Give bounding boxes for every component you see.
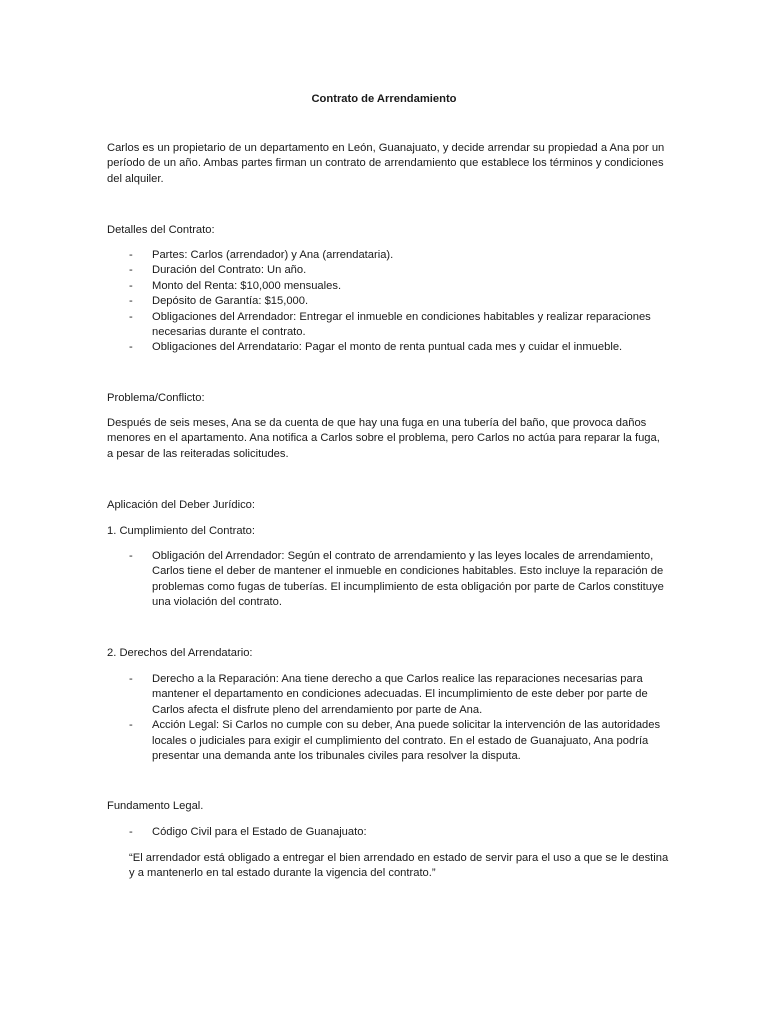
problem-paragraph: Después de seis meses, Ana se da cuenta de que hay una fuga en una tubería del baño, que provoca daños menores en el apartamento. Ana notifica a Carlos sobre el problema, pero Carlos no actúa para reparar la fuga, a pesar de las reiteradas solicitudes. [107,417,660,460]
problem-heading: Problema/Conflicto: [107,392,205,404]
list-item: - Acción Legal: Si Carlos no cumple con su deber, Ana puede solicitar la intervención de las autoridades locales o judiciales para exigir el cumplimiento del contrato. En el estado de Guanajuato, Ana podría presentar una demanda ante los tribunales civiles para resolver la disputa. [107,718,667,764]
intro-paragraph: Carlos es un propietario de un departamento en León, Guanajuato, y decide arrendar su propiedad a Ana por un período de un año. Ambas partes firman un contrato de arrendamiento que establece los términos y condiciones del alquiler. [107,142,665,185]
list-item: - Obligaciones del Arrendatario: Pagar el monto de renta puntual cada mes y cuidar el inmueble. [107,340,667,355]
list-item: - Monto del Renta: $10,000 mensuales. [107,279,667,294]
legal-quote: “El arrendador está obligado a entregar el bien arrendado en estado de servir para el uso a que se le destina y a mantenerlo en tal estado durante la vigencia del contrato.” [129,852,669,880]
list-item: - Duración del Contrato: Un año. [107,263,667,278]
section1-list [107,549,667,611]
list-item: - Partes: Carlos (arrendador) y Ana (arrendataria). [107,248,667,263]
section1-heading: 1. Cumplimiento del Contrato: [107,525,255,537]
list-item: - Código Civil para el Estado de Guanajuato: [107,825,667,840]
details-heading: Detalles del Contrato: [107,224,215,236]
list-item: - Depósito de Garantía: $15,000. [107,294,667,309]
legal-list [107,825,667,840]
list-item: - Obligación del Arrendador: Según el contrato de arrendamiento y las leyes locales de arrendamiento, Carlos tiene el deber de mantener el inmueble en condiciones habitables. Esto incluye la reparación de problemas como fugas de tuberías. El incumplimiento de esta obligación por parte de Carlos constituye una violación del contrato. [107,549,667,611]
details-list [107,248,667,356]
application-heading: Aplicación del Deber Jurídico: [107,499,255,511]
section2-heading: 2. Derechos del Arrendatario: [107,647,253,659]
list-item: - Obligaciones del Arrendador: Entregar el inmueble en condiciones habitables y realizar reparaciones necesarias durante el contrato. [107,310,667,341]
document-title: Contrato de Arrendamiento [311,93,457,105]
section2-list [107,672,667,764]
list-item: - Derecho a la Reparación: Ana tiene derecho a que Carlos realice las reparaciones necesarias para mantener el departamento en condiciones adecuadas. El incumplimiento de este deber por parte de Carlos afecta el disfrute pleno del arrendamiento por parte de Ana. [107,672,667,718]
legal-heading: Fundamento Legal. [107,800,204,812]
